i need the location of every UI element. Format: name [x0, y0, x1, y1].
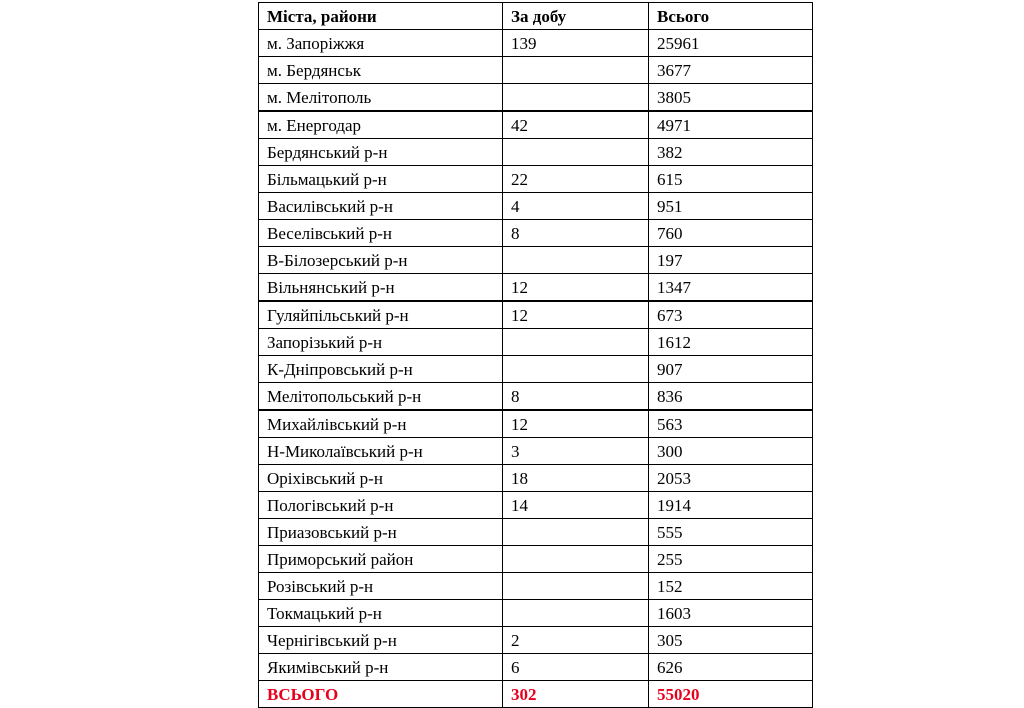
total-cell: 555 — [649, 519, 813, 546]
per-day-cell: 42 — [503, 111, 649, 139]
per-day-cell: 6 — [503, 654, 649, 681]
table-row — [259, 329, 813, 356]
district-cell: Приморський район — [259, 546, 503, 573]
total-cell: 3677 — [649, 57, 813, 84]
district-cell: Запорізький р-н — [259, 329, 503, 356]
district-cell: Чернігівський р-н — [259, 627, 503, 654]
total-cell: 615 — [649, 166, 813, 193]
table-row — [259, 492, 813, 519]
table-row — [259, 383, 813, 411]
per-day-cell — [503, 139, 649, 166]
per-day-cell: 12 — [503, 274, 649, 302]
per-day-cell — [503, 600, 649, 627]
table-row — [259, 111, 813, 139]
district-cell: Н-Миколаївський р-н — [259, 438, 503, 465]
per-day-cell — [503, 329, 649, 356]
per-day-cell: 12 — [503, 301, 649, 329]
total-cell: 760 — [649, 220, 813, 247]
per-day-cell: 14 — [503, 492, 649, 519]
total-cell: 626 — [649, 654, 813, 681]
header-row — [259, 3, 813, 30]
stats-table — [258, 2, 813, 708]
total-cell: 25961 — [649, 30, 813, 57]
table-row — [259, 465, 813, 492]
table-row — [259, 573, 813, 600]
district-cell: Василівський р-н — [259, 193, 503, 220]
per-day-cell: 2 — [503, 627, 649, 654]
district-cell: Мелітопольський р-н — [259, 383, 503, 411]
district-cell: Якимівський р-н — [259, 654, 503, 681]
per-day-cell: 18 — [503, 465, 649, 492]
table-row — [259, 438, 813, 465]
district-cell: В-Білозерський р-н — [259, 247, 503, 274]
total-cell: 197 — [649, 247, 813, 274]
per-day-cell — [503, 546, 649, 573]
district-cell: м. Запоріжжя — [259, 30, 503, 57]
table-row — [259, 166, 813, 193]
per-day-cell: 3 — [503, 438, 649, 465]
total-cell: 255 — [649, 546, 813, 573]
total-cell: 55020 — [649, 681, 813, 708]
per-day-cell — [503, 84, 649, 112]
per-day-cell — [503, 247, 649, 274]
table-row — [259, 600, 813, 627]
per-day-cell: 22 — [503, 166, 649, 193]
table-row — [259, 57, 813, 84]
per-day-cell: 139 — [503, 30, 649, 57]
district-cell: ВСЬОГО — [259, 681, 503, 708]
district-cell: Бердянський р-н — [259, 139, 503, 166]
per-day-cell: 8 — [503, 220, 649, 247]
table-body — [259, 30, 813, 708]
table-row — [259, 247, 813, 274]
district-cell: Михайлівський р-н — [259, 410, 503, 438]
total-cell: 563 — [649, 410, 813, 438]
per-day-cell — [503, 356, 649, 383]
total-cell: 673 — [649, 301, 813, 329]
per-day-cell — [503, 519, 649, 546]
total-cell: 1914 — [649, 492, 813, 519]
table-row — [259, 546, 813, 573]
total-cell: 152 — [649, 573, 813, 600]
table-row — [259, 30, 813, 57]
total-cell: 2053 — [649, 465, 813, 492]
table-row — [259, 519, 813, 546]
district-cell: Пологівський р-н — [259, 492, 503, 519]
header-cell-per-day: За добу — [503, 3, 649, 30]
table-row — [259, 654, 813, 681]
district-cell: Приазовський р-н — [259, 519, 503, 546]
total-cell: 3805 — [649, 84, 813, 112]
per-day-cell: 302 — [503, 681, 649, 708]
total-cell: 4971 — [649, 111, 813, 139]
district-cell: Більмацький р-н — [259, 166, 503, 193]
district-cell: К-Дніпровський р-н — [259, 356, 503, 383]
header-cell-total: Всього — [649, 3, 813, 30]
total-cell: 836 — [649, 383, 813, 411]
table-row — [259, 84, 813, 112]
district-cell: Розівський р-н — [259, 573, 503, 600]
table-row — [259, 220, 813, 247]
table-row — [259, 356, 813, 383]
total-cell: 305 — [649, 627, 813, 654]
table-row — [259, 274, 813, 302]
total-cell: 1612 — [649, 329, 813, 356]
district-cell: Веселівський р-н — [259, 220, 503, 247]
per-day-cell: 12 — [503, 410, 649, 438]
total-cell: 1603 — [649, 600, 813, 627]
district-cell: Вільнянський р-н — [259, 274, 503, 302]
table-row — [259, 301, 813, 329]
per-day-cell: 8 — [503, 383, 649, 411]
table-row — [259, 193, 813, 220]
table-row — [259, 139, 813, 166]
table-row — [259, 627, 813, 654]
per-day-cell — [503, 57, 649, 84]
per-day-cell — [503, 573, 649, 600]
total-cell: 907 — [649, 356, 813, 383]
per-day-cell: 4 — [503, 193, 649, 220]
district-cell: Гуляйпільський р-н — [259, 301, 503, 329]
total-cell: 1347 — [649, 274, 813, 302]
total-cell: 951 — [649, 193, 813, 220]
district-cell: м. Мелітополь — [259, 84, 503, 112]
total-cell: 382 — [649, 139, 813, 166]
district-cell: Оріхівський р-н — [259, 465, 503, 492]
table-row — [259, 410, 813, 438]
district-cell: м. Енергодар — [259, 111, 503, 139]
header-cell-district: Міста, райони — [259, 3, 503, 30]
district-cell: Токмацький р-н — [259, 600, 503, 627]
total-row — [259, 681, 813, 708]
district-cell: м. Бердянськ — [259, 57, 503, 84]
total-cell: 300 — [649, 438, 813, 465]
